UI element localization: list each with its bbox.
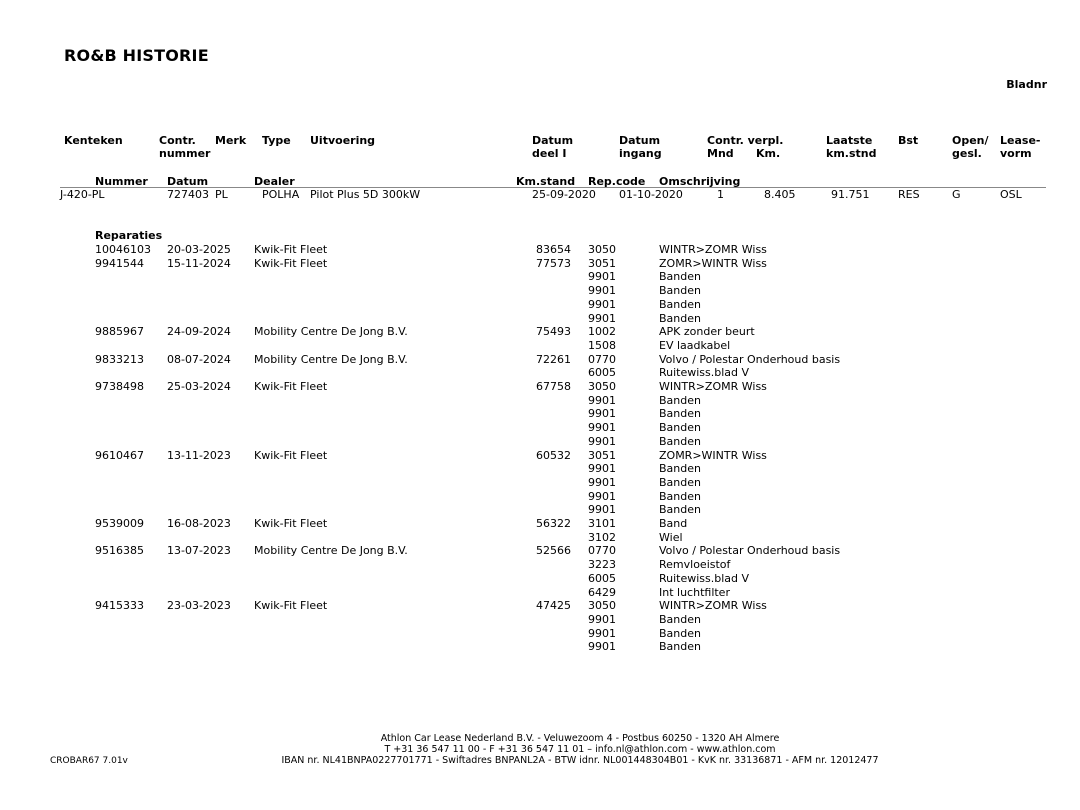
header-kenteken: Kenteken [64, 134, 123, 147]
repair-nummer: 9885967 [95, 325, 144, 339]
repair-datum: 25-03-2024 [167, 380, 231, 393]
repair-datum: 23-03-2023 [167, 599, 231, 613]
vehicle-type: POLHA [262, 188, 300, 201]
repair-omschrijving: Ruitewiss.blad V [659, 366, 750, 380]
footer-bank: IBAN nr. NL41BNPA0227701771 - Swiftadres BNPANL2A - BTW idnr. NL001448304B01 - KvK nr. 33136871 - AFM nr. 12012477 [281, 755, 879, 766]
page-number-label: Bladnr [1006, 78, 1047, 91]
repair-km: 67758 [536, 380, 571, 393]
header-lease: Lease- [1000, 134, 1041, 147]
subheader-nummer: Nummer [95, 175, 148, 188]
repair-omschrijving: Int luchtfilter [659, 585, 730, 599]
vehicle-datum-ingang: 01-10-2020 [619, 188, 683, 201]
repair-dealer: Kwik-Fit Fleet [254, 380, 328, 393]
header-laatste: Laatste [826, 134, 873, 147]
repair-datum: 16-08-2023 [167, 517, 231, 530]
repair-omschrijving: Band [659, 517, 688, 530]
vehicle-merk: PL [215, 188, 228, 201]
repair-omschrijving: ZOMR>WINTR Wiss [659, 448, 767, 462]
repair-code: 9901 [588, 407, 616, 421]
repair-omschrijving: WINTR>ZOMR Wiss [659, 599, 767, 613]
vehicle-kenteken: J-420-PL [60, 188, 105, 201]
header-km: Km. [756, 147, 781, 160]
vehicle-laatste-km: 91.751 [831, 188, 870, 201]
repair-nummer: 9738498 [95, 380, 144, 393]
repair-km: 75493 [536, 325, 571, 339]
vehicle-uitvoering: Pilot Plus 5D 300kW [310, 188, 421, 201]
repair-code: 6429 [588, 585, 616, 599]
header-mnd: Mnd [707, 147, 734, 160]
header-uitvoering: Uitvoering [310, 134, 376, 147]
repair-code: 9901 [588, 284, 616, 298]
repair-datum: 15-11-2024 [167, 256, 231, 270]
repair-km: 56322 [536, 517, 571, 530]
header-contract: Contr. [159, 134, 196, 147]
repair-omschrijving: WINTR>ZOMR Wiss [659, 380, 767, 393]
repair-code: 9901 [588, 640, 616, 654]
repair-km: 72261 [536, 352, 571, 366]
subheader-dealer: Dealer [254, 175, 295, 188]
repair-datum: 13-11-2023 [167, 448, 231, 462]
repair-code: 9901 [588, 434, 616, 448]
repair-code: 3101 [588, 517, 616, 530]
repair-omschrijving: Volvo / Polestar Onderhoud basis [659, 544, 841, 558]
repair-code: 3051 [588, 256, 616, 270]
repair-omschrijving: Banden [659, 270, 701, 284]
vehicle-bst: RES [898, 188, 920, 201]
repair-omschrijving: APK zonder beurt [659, 325, 755, 339]
vehicle-open: G [952, 188, 961, 201]
repair-dealer: Mobility Centre De Jong B.V. [254, 544, 408, 558]
repair-code: 3051 [588, 448, 616, 462]
vehicle-datum-deel: 25-09-2020 [532, 188, 596, 201]
repair-code: 1508 [588, 338, 616, 352]
repair-omschrijving: Banden [659, 393, 701, 407]
repair-km: 60532 [536, 448, 571, 462]
repair-omschrijving: Banden [659, 475, 701, 489]
subheader-omschrijving: Omschrijving [659, 175, 741, 188]
header-bst: Bst [898, 134, 919, 147]
repair-omschrijving: Banden [659, 626, 701, 640]
repair-dealer: Mobility Centre De Jong B.V. [254, 352, 408, 366]
footer-contact: T +31 36 547 11 00 - F +31 36 547 11 01 – info.nl@athlon.com - www.athlon.com [384, 744, 776, 755]
repair-km: 83654 [536, 243, 571, 256]
form-code: CROBAR67 7.01v [50, 756, 128, 766]
header-open-2: gesl. [952, 147, 982, 160]
repair-dealer: Kwik-Fit Fleet [254, 448, 328, 462]
repair-code: 9901 [588, 462, 616, 476]
repair-omschrijving: Remvloeistof [659, 558, 731, 572]
repair-omschrijving: ZOMR>WINTR Wiss [659, 256, 767, 270]
repair-code: 3102 [588, 530, 616, 544]
repair-code: 3050 [588, 243, 616, 256]
vehicle-lease: OSL [1000, 188, 1022, 201]
repair-code: 0770 [588, 544, 616, 558]
repair-code: 9901 [588, 311, 616, 325]
repair-code: 9901 [588, 612, 616, 626]
repair-nummer: 9516385 [95, 544, 144, 558]
repair-code: 3223 [588, 558, 616, 572]
repair-omschrijving: Banden [659, 297, 701, 311]
header-datum-deel-2: deel I [532, 147, 567, 160]
repair-omschrijving: Banden [659, 434, 701, 448]
repair-dealer: Kwik-Fit Fleet [254, 256, 328, 270]
repair-code: 9901 [588, 297, 616, 311]
repair-omschrijving: Banden [659, 503, 701, 517]
repair-code: 9901 [588, 421, 616, 435]
repair-omschrijving: EV laadkabel [659, 338, 731, 352]
repair-code: 1002 [588, 325, 616, 339]
repair-km: 47425 [536, 599, 571, 613]
repair-omschrijving: Banden [659, 612, 701, 626]
repair-dealer: Kwik-Fit Fleet [254, 243, 328, 256]
vehicle-mnd: 1 [717, 188, 724, 201]
repair-code: 9901 [588, 393, 616, 407]
repair-km: 52566 [536, 544, 571, 558]
header-datum-deel: Datum [532, 134, 574, 147]
repair-datum: 13-07-2023 [167, 544, 231, 558]
header-laatste-2: km.stnd [826, 147, 877, 160]
repair-code: 9901 [588, 270, 616, 284]
repair-code: 9901 [588, 503, 616, 517]
repair-code: 6005 [588, 366, 616, 380]
header-type: Type [262, 134, 291, 147]
header-datum-ingang: Datum [619, 134, 661, 147]
repair-dealer: Kwik-Fit Fleet [254, 517, 328, 530]
repair-nummer: 9941544 [95, 256, 144, 270]
repair-omschrijving: Wiel [659, 530, 683, 544]
repair-omschrijving: Banden [659, 640, 701, 654]
repair-code: 9901 [588, 626, 616, 640]
page-title: RO&B HISTORIE [64, 46, 209, 65]
footer-address: Athlon Car Lease Nederland B.V. - Veluwezoom 4 - Postbus 60250 - 1320 AH Almere [380, 733, 780, 744]
repair-datum: 20-03-2025 [167, 243, 231, 256]
header-contract-2: nummer [159, 147, 211, 160]
header-contr-verpl: Contr. verpl. [707, 134, 784, 147]
subheader-repcode: Rep.code [588, 175, 646, 188]
repair-omschrijving: Banden [659, 421, 701, 435]
subheader-datum: Datum [167, 175, 209, 188]
repair-code: 6005 [588, 571, 616, 585]
repair-code: 3050 [588, 599, 616, 613]
repair-omschrijving: Banden [659, 311, 701, 325]
header-open: Open/ [952, 134, 989, 147]
repair-dealer: Kwik-Fit Fleet [254, 599, 328, 613]
repair-nummer: 9833213 [95, 352, 144, 366]
repair-omschrijving: Ruitewiss.blad V [659, 571, 750, 585]
repair-code: 9901 [588, 489, 616, 503]
repair-datum: 08-07-2024 [167, 352, 231, 366]
repair-omschrijving: Banden [659, 489, 701, 503]
repair-nummer: 9610467 [95, 448, 144, 462]
header-merk: Merk [215, 134, 247, 147]
repair-omschrijving: Banden [659, 462, 701, 476]
header-lease-2: vorm [1000, 147, 1032, 160]
vehicle-km: 8.405 [764, 188, 796, 201]
header-datum-ingang-2: ingang [619, 147, 662, 160]
repair-code: 9901 [588, 475, 616, 489]
repair-nummer: 9415333 [95, 599, 144, 613]
reparaties-label: Reparaties [95, 229, 163, 242]
repair-km: 77573 [536, 256, 571, 270]
repair-omschrijving: WINTR>ZOMR Wiss [659, 243, 767, 256]
subheader-kmstand: Km.stand [516, 175, 576, 188]
repair-omschrijving: Banden [659, 407, 701, 421]
repair-nummer: 9539009 [95, 517, 144, 530]
repair-datum: 24-09-2024 [167, 325, 231, 339]
repair-omschrijving: Banden [659, 284, 701, 298]
repair-omschrijving: Volvo / Polestar Onderhoud basis [659, 352, 841, 366]
repair-code: 0770 [588, 352, 616, 366]
repair-code: 3050 [588, 380, 616, 393]
repair-nummer: 10046103 [95, 243, 151, 256]
repair-dealer: Mobility Centre De Jong B.V. [254, 325, 408, 339]
vehicle-contract: 727403 [167, 188, 209, 201]
